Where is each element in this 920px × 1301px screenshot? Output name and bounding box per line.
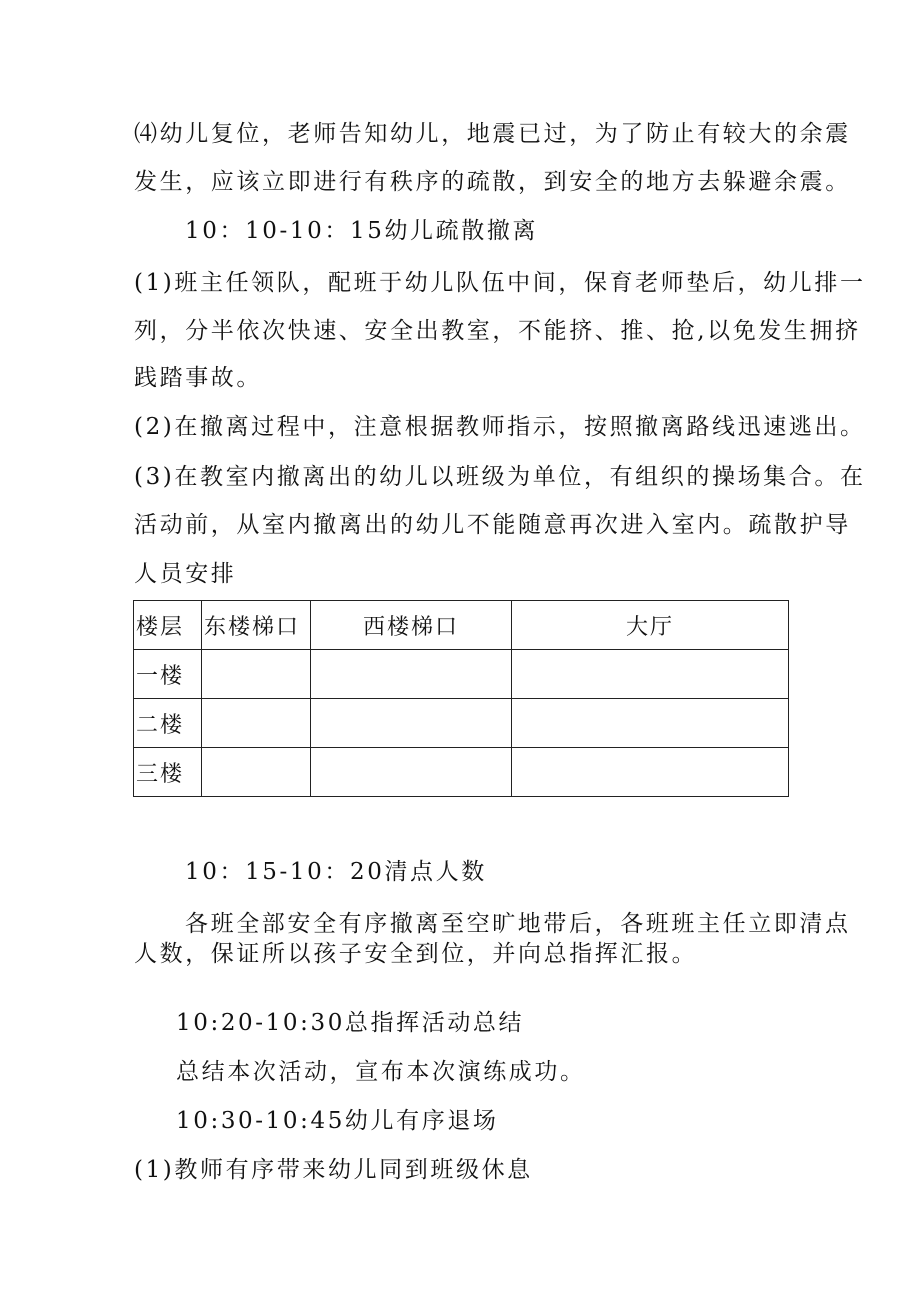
- section-heading-evacuation: 10：10-10：15幼儿疏散撤离: [185, 218, 539, 244]
- header-west-stair: 西楼梯口: [311, 601, 512, 650]
- row-cell: [311, 650, 512, 699]
- headcount-line-1: 各班全部安全有序撤离至空旷地带后，各班班主任立即清点: [185, 911, 851, 937]
- paragraph-4-line-1: ⑷幼儿复位，老师告知幼儿，地震已过，为了防止有较大的余震: [134, 121, 851, 147]
- table-row: [134, 748, 789, 797]
- row-cell: [512, 748, 789, 797]
- row-floor-label: 三楼: [134, 748, 202, 797]
- summary-text: 总结本次活动，宣布本次演练成功。: [176, 1059, 586, 1085]
- row-cell: [202, 748, 311, 797]
- header-hall: 大厅: [512, 601, 789, 650]
- step-2-line-1: (2)在撤离过程中，注意根据教师指示，按照撤离路线迅速逃出。: [134, 414, 866, 440]
- headcount-line-2: 人数，保证所以孩子安全到位，并向总指挥汇报。: [134, 941, 698, 967]
- table-header-row: [134, 601, 789, 650]
- paragraph-4-line-2: 发生，应该立即进行有秩序的疏散，到安全的地方去躲避余震。: [134, 169, 851, 195]
- row-cell: [512, 650, 789, 699]
- row-cell: [311, 748, 512, 797]
- row-floor-label: 二楼: [134, 699, 202, 748]
- row-cell: [512, 699, 789, 748]
- row-cell: [202, 699, 311, 748]
- step-1-line-3: 践踏事故。: [134, 365, 262, 391]
- step-3-line-1: (3)在教室内撤离出的幼儿以班级为单位，有组织的操场集合。在: [134, 464, 866, 490]
- header-floor: 楼层: [134, 601, 202, 650]
- section-heading-headcount: 10：15-10：20清点人数: [185, 859, 487, 885]
- row-floor-label: 一楼: [134, 650, 202, 699]
- staff-arrangement-table: [133, 600, 789, 797]
- section-heading-exit: 10:30-10:45幼儿有序退场: [176, 1108, 499, 1134]
- step-3-line-3: 人员安排: [134, 561, 237, 587]
- step-3-line-2: 活动前，从室内撤离出的幼儿不能随意再次进入室内。疏散护导: [134, 512, 851, 538]
- table-row: [134, 699, 789, 748]
- table-row: [134, 650, 789, 699]
- section-heading-summary: 10:20-10:30总指挥活动总结: [176, 1010, 525, 1036]
- exit-step-1: (1)教师有序带来幼儿同到班级休息: [134, 1157, 533, 1183]
- row-cell: [311, 699, 512, 748]
- row-cell: [202, 650, 311, 699]
- header-east-stair: 东楼梯口: [202, 601, 311, 650]
- step-1-line-2: 列，分半依次快速、安全出教室，不能挤、推、抢,以免发生拥挤: [134, 318, 861, 344]
- step-1-line-1: (1)班主任领队，配班于幼儿队伍中间，保育老师垫后，幼儿排一: [134, 270, 866, 296]
